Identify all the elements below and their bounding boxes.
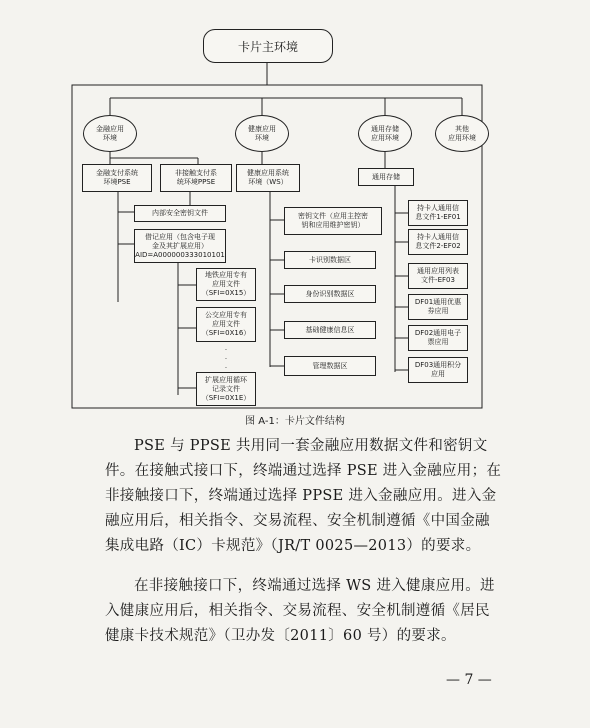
health-app-env-node: 健康应用 环境	[235, 115, 289, 152]
management-data-node: 管理数据区	[284, 356, 376, 376]
bus-app-file-node: 公交应用专有 应用文件 （SFI=0X16）	[196, 307, 256, 342]
debit-credit-app-node: 借记应用（包含电子现 金及其扩展应用） AID=A000000333010101	[134, 229, 226, 263]
storage-app-env-node: 通用存储 应用环境	[358, 115, 412, 152]
df02-node: DF02通用电子 票应用	[408, 325, 468, 351]
identity-data-node: 身份识别数据区	[284, 285, 376, 303]
extended-app-file-node: 扩展应用循环 记录文件 （SFI=0X1E）	[196, 372, 256, 406]
basic-health-info-node: 基础健康信息区	[284, 321, 376, 339]
finance-app-env-node: 金融应用 环境	[83, 115, 137, 152]
metro-app-file-node: 地铁应用专有 应用文件 （SFI=0X15）	[196, 268, 256, 301]
pse-node: 金融支付系统 环境PSE	[82, 164, 152, 192]
ef02-node: 持卡人通用信 息文件2-EF02	[408, 229, 468, 255]
paragraph-2: 在非接触接口下，终端通过选择 WS 进入健康应用。进入健康应用后，相关指令、交易流程、安全机制遵循《居民健康卡技术规范》（卫办发〔2011〕60 号）的要求。	[105, 578, 495, 644]
internal-key-file-node: 内部安全密钥文件	[134, 205, 226, 222]
ef03-node: 通用应用列表 文件-EF03	[408, 263, 468, 289]
paragraph-1: PSE 与 PPSE 共用同一套金融应用数据文件和密钥文件。在接触式接口下，终端通过选择 PSE 进入金融应用；在非接触接口下，终端通过选择 PPSE 进入金融应用。进入金融应用后，相关指令、交易流程、安全机制遵循《中国金融集成电路（IC）卡规范》（JR/T 0025—2013）的要求。	[105, 438, 502, 554]
other-app-env-node: 其他 应用环境	[435, 115, 489, 152]
df03-node: DF03通用积分 应用	[408, 357, 468, 383]
general-storage-node: 通用存储	[358, 168, 414, 186]
ppse-node: 非接触支付系 统环境PPSE	[160, 164, 232, 192]
card-main-environment-node: 卡片主环境	[203, 29, 333, 63]
df01-node: DF01通用优惠 券应用	[408, 294, 468, 320]
ef01-node: 持卡人通用信 息文件1-EF01	[408, 200, 468, 226]
card-id-data-node: 卡识别数据区	[284, 251, 376, 269]
ellipsis: · · ·	[224, 345, 228, 372]
ws-node: 健康应用系统 环境（WS）	[236, 164, 300, 192]
health-key-file-node: 密钥文件（应用主控密 钥和应用维护密钥）	[284, 207, 382, 235]
figure-caption: 图 A-1：卡片文件结构	[245, 416, 345, 427]
page-number: — 7 —	[446, 672, 492, 688]
